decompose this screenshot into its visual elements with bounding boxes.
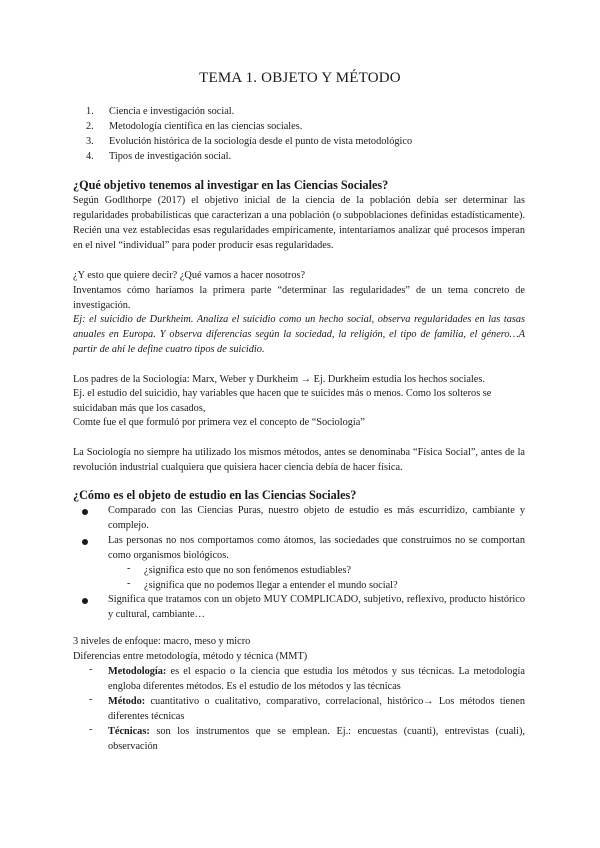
bullet-text: Las personas no nos comportamos como átomos, las sociedades que construimos no se comportan como organismos biológicos. (108, 535, 525, 561)
section-heading: ¿Qué objetivo tenemos al investigar en las Ciencias Sociales? (73, 178, 389, 192)
list-text: Ciencia e investigación social. (109, 106, 235, 117)
sub-bullet-text: ¿significa esto que no son fenómenos estudiables? (144, 565, 352, 576)
list-number: 3. (86, 136, 94, 147)
list-item (86, 134, 412, 149)
list-item (86, 119, 412, 134)
bullet-icon (82, 509, 88, 515)
paragraph: 3 niveles de enfoque: macro, meso y micro (73, 636, 251, 647)
section-heading: ¿Cómo es el objeto de estudio en las Ciencias Sociales? (73, 488, 357, 502)
definition-metodologia (108, 664, 525, 694)
definition-text: son los instrumentos que se emplean. Ej.: encuestas (cuanti), entrevistas (cuali), observación (108, 726, 525, 752)
dash-icon: - (89, 724, 93, 735)
page-title: TEMA 1. OBJETO Y MÉTODO (199, 70, 401, 86)
dash-icon: - (89, 694, 93, 705)
paragraph: ¿Y esto que quiere decir? ¿Qué vamos a hacer nosotros? (73, 270, 306, 281)
paragraph: Según Godlthorpe (2017) el objetivo inicial de la ciencia de la población debía ser determinar las regularidades probabilísticas que caracterizan a una población (o subpoblaciones definidas estadísticamente). Recién una vez establecidas esas regularidades empíricamente, intentaríamos analizar qué procesos imperan en el nivel “individual” para poder producir esas regularidades. (73, 195, 525, 251)
list-text: Metodología científica en las ciencias sociales. (109, 121, 303, 132)
dash-icon: - (127, 578, 131, 589)
definition-label: Metodología: (108, 666, 167, 677)
italic-paragraph: Ej: el suicidio de Durkheim. Analiza el suicidio como un hecho social, observa regularidades en las tasas anuales en Europa. Y observa diferencias según la sociedad, la religión, el tipo de familia, el género…A partir de ahí le define cuatro tipos de suicidio. (73, 314, 525, 355)
definition-label: Técnicas: (108, 726, 150, 737)
definition-label: Método: (108, 696, 146, 707)
bullet-icon (82, 598, 88, 604)
dash-icon: - (89, 664, 93, 675)
paragraph: Los padres de la Sociología: Marx, Weber y Durkheim → Ej. Durkheim estudia los hechos sociales. (73, 374, 485, 385)
list-number: 1. (86, 106, 94, 117)
bullet-text: Significa que tratamos con un objeto MUY COMPLICADO, subjetivo, reflexivo, producto histórico y cultural, cambiante… (108, 594, 525, 620)
paragraph: La Sociología no siempre ha utilizado los mismos métodos, antes se denominaba “Física Social”, antes de la revolución industrial cualquiera que quisiera hacer ciencia debía de hacer física. (73, 447, 525, 473)
list-item (86, 149, 412, 164)
topic-list (86, 104, 412, 164)
paragraph: Diferencias entre metodología, método y técnica (MMT) (73, 651, 308, 662)
definition-metodo (108, 694, 525, 724)
bullet-text: Comparado con las Ciencias Puras, nuestro objeto de estudio es más escurridizo, cambiante y complejo. (108, 505, 525, 531)
dash-icon: - (127, 563, 131, 574)
bullet-icon (82, 539, 88, 545)
list-number: 2. (86, 121, 94, 132)
paragraph: Ej. el estudio del suicidio, hay variables que hacen que te suicides más o menos. Como los solteros se suicidaban más que los casados, (73, 388, 492, 414)
list-text: Tipos de investigación social. (109, 151, 232, 162)
list-number: 4. (86, 151, 94, 162)
definition-text: es el espacio o la ciencia que estudia los métodos y sus técnicas. La metodología engloba diferentes métodos. Es el estudio de los métodos y las técnicas (108, 666, 525, 692)
list-text: Evolución histórica de la sociología desde el punto de vista metodológico (109, 136, 413, 147)
definition-tecnicas (108, 724, 525, 754)
paragraph: Inventamos cómo haríamos la primera parte “determinar las regularidades” de un tema concreto de investigación. (73, 285, 525, 311)
list-item (86, 104, 412, 119)
paragraph: Comte fue el que formuló por primera vez el concepto de “Sociología” (73, 417, 365, 428)
definition-text: cuantitativo o cualitativo, comparativo, correlacional, histórico→ Los métodos tienen diferentes técnicas (108, 696, 525, 722)
sub-bullet-text: ¿significa que no podemos llegar a entender el mundo social? (144, 580, 398, 591)
